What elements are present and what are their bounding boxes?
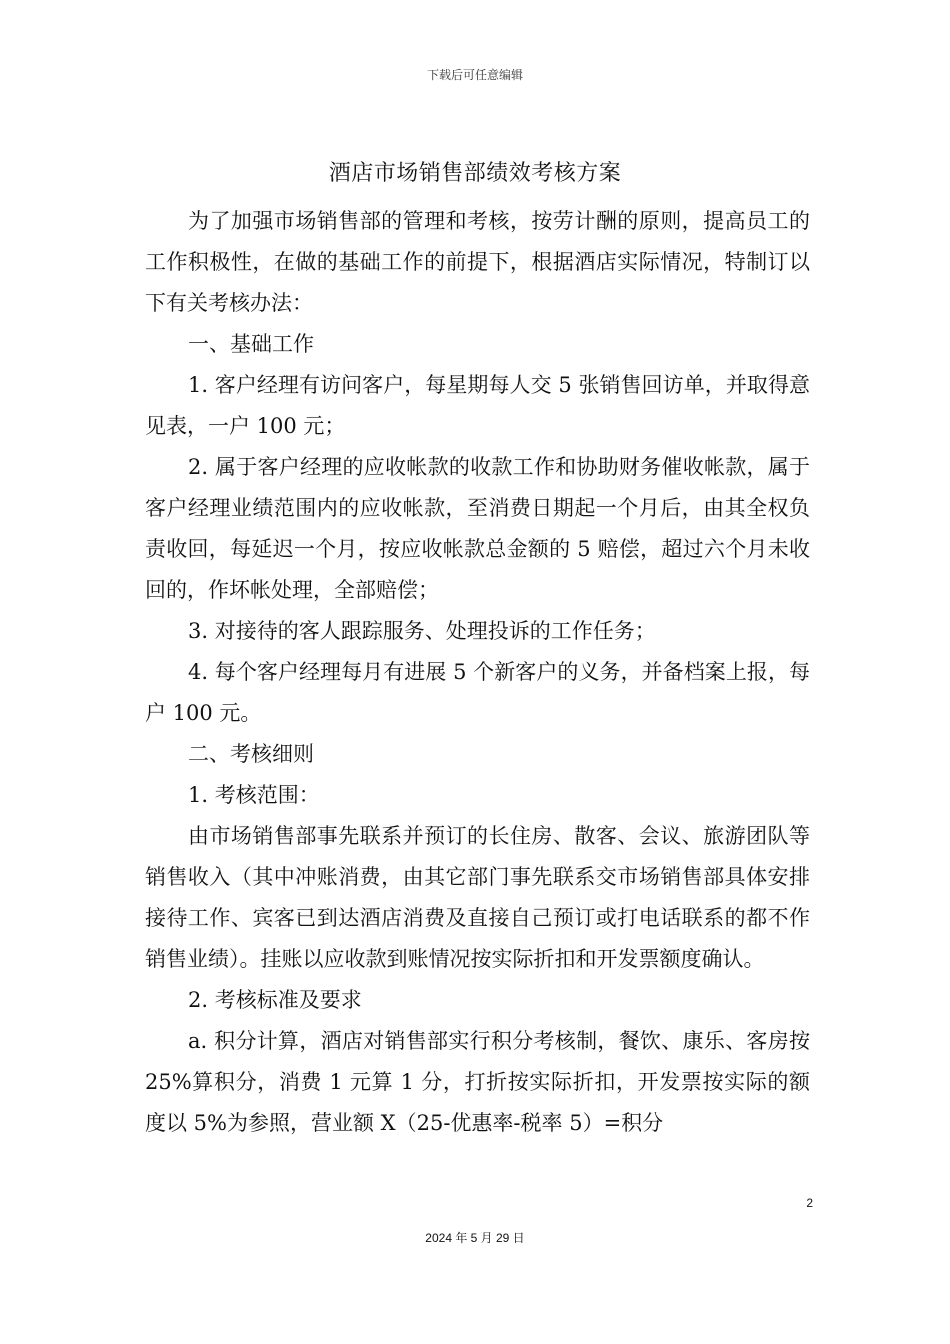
section-heading-basic-work: 一、基础工作 [188, 332, 314, 356]
paragraph-item-3: 3. 对接待的客人跟踪服务、处理投诉的工作任务； [188, 619, 656, 643]
subheading-assessment-standards: 2. 考核标准及要求 [188, 988, 362, 1012]
paragraph-points-calculation: a. 积分计算，酒店对销售部实行积分考核制，餐饮、康乐、客房按 25%算积分，消费 1 元算 1 分，打折按实际折扣，开发票按实际的额度以 5%为参照，营业额 X（25-优惠率-税率 5）=积分 [145, 1029, 810, 1135]
section-heading-assessment-rules: 二、考核细则 [188, 742, 314, 766]
intro-paragraph: 为了加强市场销售部的管理和考核，按劳计酬的原则，提高员工的工作积极性，在做的基础工作的前提下，根据酒店实际情况，特制订以下有关考核办法： [145, 209, 810, 315]
paragraph-item-1: 1. 客户经理有访问客户，每星期每人交 5 张销售回访单，并取得意见表，一户 100 元； [145, 373, 810, 438]
document-title: 酒店市场销售部绩效考核方案 [328, 161, 622, 186]
subheading-assessment-scope: 1. 考核范围： [188, 783, 320, 807]
page-number: 2 [806, 1196, 813, 1210]
header-note: 下载后可任意编辑 [426, 68, 523, 82]
paragraph-assessment-scope: 由市场销售部事先联系并预订的长住房、散客、会议、旅游团队等销售收入（其中冲账消费，由其它部门事先联系交市场销售部具体安排接待工作、宾客已到达酒店消费及直接自己预订或打电话联系的都不作销售业绩）。挂账以应收款到账情况按实际折扣和开发票额度确认。 [145, 824, 810, 971]
footer-date: 2024 年 5 月 29 日 [425, 1231, 525, 1245]
paragraph-item-2: 2. 属于客户经理的应收帐款的收款工作和协助财务催收帐款，属于客户经理业绩范围内的应收帐款，至消费日期起一个月后，由其全权负责收回，每延迟一个月，按应收帐款总金额的 5 赔偿，超过六个月未收回的，作坏帐处理，全部赔偿； [145, 455, 810, 602]
document-body [145, 201, 810, 1144]
paragraph-item-4: 4. 每个客户经理每月有进展 5 个新客户的义务，并备档案上报，每户 100 元。 [145, 660, 810, 725]
